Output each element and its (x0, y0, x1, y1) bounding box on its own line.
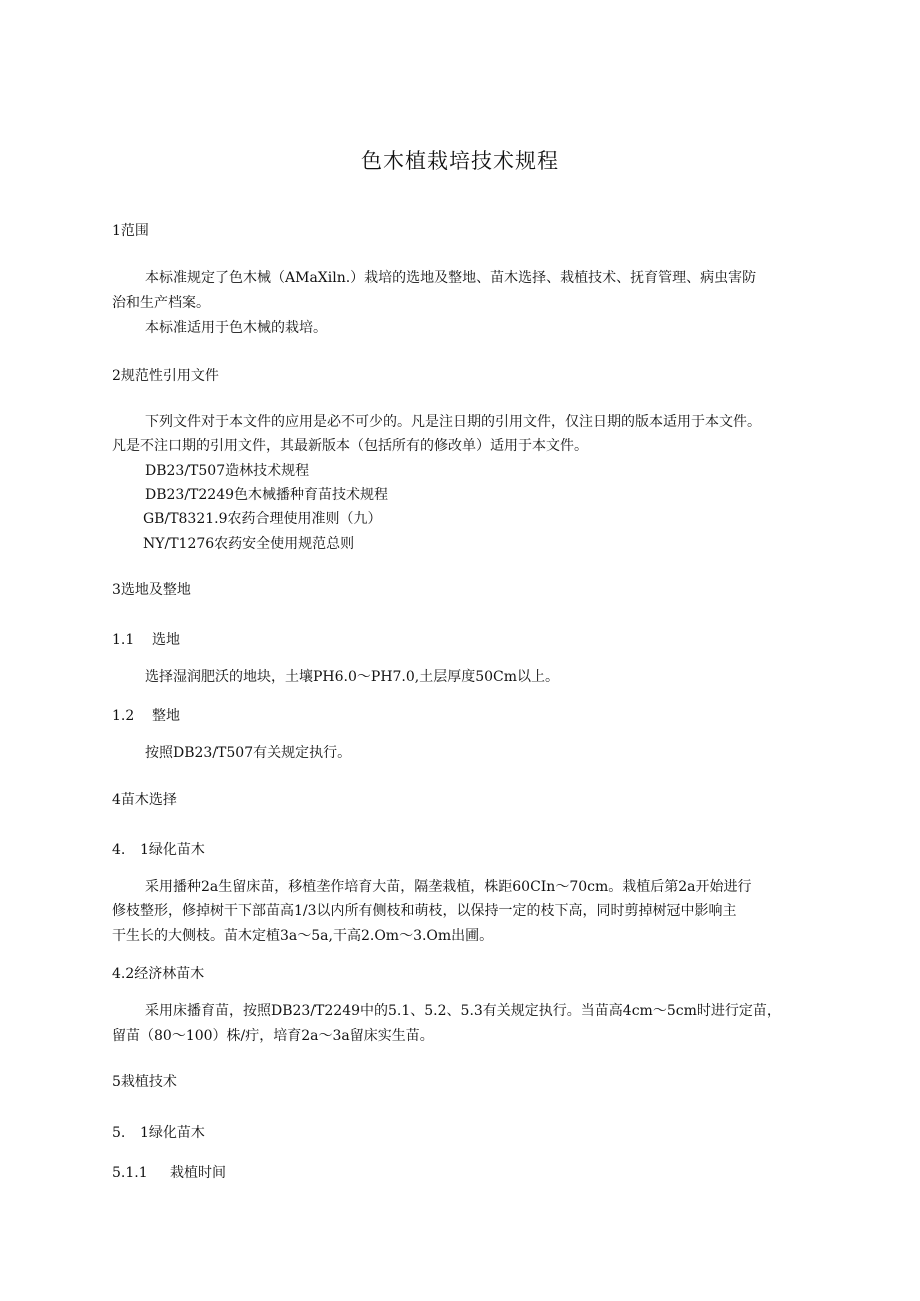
subsection-4-2-heading: 4.2经济林苗木 (112, 966, 205, 982)
subsection-5-1-1-heading (112, 1163, 226, 1183)
section-2-paragraph-line-2: 凡是不注口期的引用文件，其最新版本（包括所有的修改单）适用于本文件。 (112, 438, 588, 454)
subsection-title: 1绿化苗木 (140, 842, 205, 858)
section-1-paragraph-2: 本标准适用于色木械的栽培。 (145, 320, 327, 336)
subsection-4-1-line-3: 干生长的大侧枝。苗木定植3a～5a,干高2.Om～3.Om出圃。 (112, 928, 494, 944)
section-5-heading: 5栽植技术 (112, 1074, 177, 1090)
document-title: 色木植栽培技术规程 (361, 149, 559, 173)
subsection-1-2-text: 按照DB23/T507有关规定执行。 (145, 745, 352, 761)
reference-item: NY/T1276农药安全使用规范总则 (143, 536, 355, 552)
subsection-number: 5.1.1 (112, 1165, 148, 1181)
subsection-number: 1.1 (112, 632, 135, 648)
subsection-title: 栽植时间 (170, 1165, 226, 1181)
subsection-4-1-line-1: 采用播种2a生留床苗，移植垄作培育大苗，隔垄栽植，株距60CIn～70cm。栽植后第2a开始进行 (145, 879, 752, 895)
subsection-1-2-heading (112, 706, 180, 726)
subsection-1-1-text: 选择湿润肥沃的地块，土壤PH6.0～PH7.0,土层厚度50Cm以上。 (145, 669, 560, 685)
subsection-title: 选地 (152, 632, 180, 648)
subsection-1-1-heading (112, 630, 180, 650)
subsection-4-1-heading (112, 840, 205, 860)
section-1-heading: 1范围 (112, 223, 149, 239)
subsection-number: 5. (112, 1125, 126, 1141)
reference-item: DB23/T2249色木械播种育苗技术规程 (145, 487, 389, 503)
subsection-4-2-line-2: 留苗（80～100）株/疔，培育2a～3a留床实生苗。 (112, 1028, 434, 1044)
section-4-heading: 4苗木选择 (112, 792, 177, 808)
section-2-paragraph-line-1: 下列文件对于本文件的应用是必不可少的。凡是注日期的引用文件，仅注日期的版本适用于本文件。 (145, 414, 761, 430)
section-2-heading: 2规范性引用文件 (112, 368, 219, 384)
section-1-paragraph-1-line-1: 本标准规定了色木械（AMaXiln.）栽培的选地及整地、苗木选择、栽植技术、抚育管理、病虫害防 (145, 270, 757, 286)
subsection-number: 1.2 (112, 708, 135, 724)
subsection-number: 4. (112, 842, 126, 858)
subsection-title: 整地 (152, 708, 180, 724)
subsection-title: 1绿化苗木 (140, 1125, 205, 1141)
subsection-4-2-line-1: 采用床播育苗，按照DB23/T2249中的5.1、5.2、5.3有关规定执行。当苗高4cm～5cm时进行定苗， (145, 1003, 781, 1019)
reference-item: DB23/T507造林技术规程 (145, 463, 310, 479)
reference-item: GB/T8321.9农药合理使用准则（九） (143, 511, 382, 527)
subsection-4-1-line-2: 修枝整形，修掉树干下部苗高1/3以内所有侧枝和萌枝，以保持一定的枝下高，同时剪掉树冠中影响主 (112, 903, 737, 919)
section-1-paragraph-1-line-2: 治和生产档案。 (112, 295, 210, 311)
subsection-5-1-heading (112, 1123, 205, 1143)
section-3-heading: 3选地及整地 (112, 582, 191, 598)
